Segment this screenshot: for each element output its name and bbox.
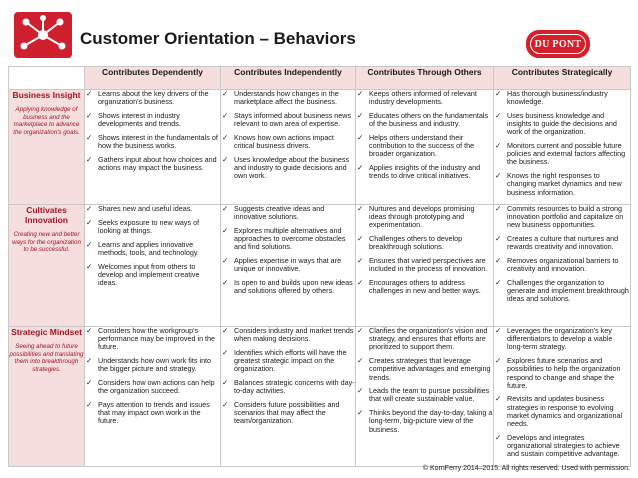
row-header: [9, 90, 85, 205]
copyright-footer: © KornFerry 2014–2015. All rights reserved. Used with permission.: [422, 465, 630, 472]
column-header: Contributes Strategically: [494, 67, 631, 90]
list-item: [356, 409, 493, 434]
checkmark-icon: ✓: [357, 132, 364, 142]
behavior-cell: [85, 327, 221, 467]
behavior-text: Removes organizational barriers to creativity and innovation.: [507, 256, 619, 274]
behavior-text: Clarifies the organization's vision and strategy, and ensures that efforts are prioritized to support them.: [369, 326, 488, 352]
checkmark-icon: ✓: [86, 132, 93, 142]
behavior-cell: [85, 205, 221, 327]
checkmark-icon: ✓: [495, 141, 502, 151]
checkmark-icon: ✓: [357, 89, 364, 98]
row-header: [9, 205, 85, 327]
checkmark-icon: ✓: [222, 132, 229, 142]
behavior-cell: [494, 205, 631, 327]
checkmark-icon: ✓: [86, 204, 93, 213]
column-header: Contributes Dependently: [85, 67, 221, 90]
checkmark-icon: ✓: [222, 277, 229, 287]
list-item: [494, 205, 630, 230]
list-item: [494, 90, 630, 106]
header-row: [9, 67, 631, 90]
checkmark-icon: ✓: [495, 256, 502, 266]
list-item: [85, 241, 220, 257]
behavior-text: Welcomes input from others to develop and implement creative ideas.: [98, 261, 200, 287]
list-item: [85, 379, 220, 395]
checkmark-icon: ✓: [495, 110, 502, 120]
behavior-cell: [221, 205, 356, 327]
list-item: [494, 235, 630, 251]
checkmark-icon: ✓: [495, 89, 502, 98]
checkmark-icon: ✓: [495, 277, 502, 287]
behavior-text: Ensures that varied perspectives are included in the process of innovation.: [369, 256, 488, 274]
behavior-list: [494, 327, 630, 458]
behavior-text: Revisits and updates business strategies in response to evolving market dynamics and organizational needs.: [507, 394, 623, 429]
checkmark-icon: ✓: [222, 110, 229, 120]
competency-title: Cultivates Innovation: [25, 205, 68, 225]
checkmark-icon: ✓: [495, 356, 502, 366]
checkmark-icon: ✓: [222, 378, 229, 388]
competency-title: Strategic Mindset: [11, 327, 82, 337]
behavior-cell: [494, 327, 631, 467]
network-people-icon: [14, 12, 72, 58]
list-item: [221, 349, 355, 374]
list-item: [356, 235, 493, 251]
behavior-text: Applies expertise in ways that are unique or innovative.: [234, 256, 342, 274]
checkmark-icon: ✓: [357, 277, 364, 287]
checkmark-icon: ✓: [86, 378, 93, 388]
list-item: [85, 219, 220, 235]
list-item: [494, 279, 630, 304]
behavior-list: [221, 327, 355, 426]
behavior-text: Seeks exposure to new ways of looking at things.: [98, 217, 200, 235]
checkmark-icon: ✓: [86, 356, 93, 366]
behavior-list: [221, 205, 355, 295]
list-item: [85, 112, 220, 128]
behavior-text: Applies insights of the industry and trends to drive critical initiatives.: [369, 162, 481, 181]
competency-description: Seeing ahead to future possibilities and translating them into breakthrough strategies.: [9, 343, 84, 373]
behavior-list: [356, 327, 493, 434]
list-item: [221, 279, 355, 295]
behavior-text: Commits resources to build a strong innovation portfolio and capitalize on new business opportunities.: [507, 204, 624, 230]
checkmark-icon: ✓: [495, 171, 502, 181]
checkmark-icon: ✓: [357, 326, 364, 335]
behavior-text: Shares new and useful ideas.: [98, 204, 193, 213]
list-item: [85, 205, 220, 213]
checkmark-icon: ✓: [222, 256, 229, 266]
behaviors-table: [8, 66, 631, 467]
behavior-cell: [85, 90, 221, 205]
behavior-text: Considers future possibilities and scenarios that may affect the team/organization.: [234, 399, 340, 426]
behavior-text: Educates others on the fundamentals of the business and industry.: [369, 110, 489, 129]
checkmark-icon: ✓: [357, 408, 364, 418]
behavior-list: [356, 205, 493, 295]
list-item: [85, 401, 220, 426]
behavior-text: Nurtures and develops promising ideas through prototyping and experimentation.: [369, 204, 475, 230]
behavior-text: Gathers input about how choices and actions may impact the business.: [98, 154, 217, 172]
behavior-cell: [221, 90, 356, 205]
behavior-list: [85, 90, 220, 172]
checkmark-icon: ✓: [357, 110, 364, 120]
behavior-text: Thinks beyond the day-to-day, taking a long-term, big-picture view of the business.: [369, 408, 493, 434]
list-item: [221, 379, 355, 395]
checkmark-icon: ✓: [86, 326, 93, 335]
list-item: [494, 357, 630, 390]
behavior-cell: [494, 90, 631, 205]
list-item: [494, 112, 630, 137]
behavior-text: Understands how changes in the marketplace affect the business.: [234, 89, 339, 107]
behavior-cell: [356, 205, 494, 327]
behavior-text: Considers how own actions can help the organization succeed.: [98, 378, 215, 396]
list-item: [356, 357, 493, 382]
behavior-text: Pays attention to trends and issues that may impact own work in the future.: [98, 399, 210, 426]
list-item: [221, 134, 355, 150]
list-item: [494, 327, 630, 352]
checkmark-icon: ✓: [357, 256, 364, 266]
behavior-text: Considers industry and market trends when making decisions.: [234, 326, 354, 344]
behavior-text: Learns about the key drivers of the organization's business.: [98, 89, 209, 107]
list-item: [221, 227, 355, 252]
dupont-logo-text: DU PONT: [530, 34, 586, 54]
checkmark-icon: ✓: [86, 154, 93, 164]
list-item: [221, 205, 355, 221]
checkmark-icon: ✓: [86, 399, 93, 409]
table-row: [9, 327, 631, 467]
checkmark-icon: ✓: [495, 394, 502, 404]
checkmark-icon: ✓: [357, 356, 364, 366]
checkmark-icon: ✓: [222, 399, 229, 409]
behavior-text: Stays informed about business news relevant to own area of expertise.: [234, 110, 352, 129]
list-item: [85, 327, 220, 352]
behavior-text: Balances strategic concerns with day-to-day activities.: [234, 378, 355, 396]
behavior-text: Encourages others to address challenges in new and better ways.: [369, 277, 481, 296]
row-header: [9, 327, 85, 467]
checkmark-icon: ✓: [86, 89, 93, 98]
list-item: [356, 112, 493, 128]
list-item: [85, 357, 220, 373]
list-item: [356, 327, 493, 352]
behavior-text: Has thorough business/industry knowledge.: [507, 89, 608, 107]
behavior-text: Explores multiple alternatives and approaches to overcome obstacles and find solutions.: [234, 225, 346, 252]
checkmark-icon: ✓: [357, 234, 364, 244]
competency-description: Creating new and better ways for the organization to be successful.: [12, 231, 81, 254]
checkmark-icon: ✓: [357, 162, 364, 172]
behavior-list: [356, 90, 493, 180]
list-item: [221, 257, 355, 273]
list-item: [85, 156, 220, 172]
behavior-text: Is open to and builds upon new ideas and solutions offered by others.: [234, 277, 353, 296]
table-row: [9, 90, 631, 205]
behavior-text: Creates a culture that nurtures and rewards creativity and innovation.: [507, 234, 619, 252]
behavior-text: Helps others understand their contribution to the success of the broader organization.: [369, 132, 475, 159]
page-title: Customer Orientation – Behaviors: [80, 29, 356, 48]
behavior-text: Develops and integrates organizational strategies to achieve and sustain competitive advantage.: [507, 432, 620, 459]
list-item: [221, 156, 355, 181]
checkmark-icon: ✓: [222, 89, 229, 98]
behavior-text: Monitors current and possible future policies and external factors affecting the business.: [507, 141, 626, 167]
list-item: [85, 90, 220, 106]
competency-title: Business Insight: [12, 90, 81, 100]
checkmark-icon: ✓: [495, 432, 502, 442]
list-item: [85, 134, 220, 150]
behavior-text: Challenges the organization to generate and implement breakthrough ideas and solutions.: [507, 277, 629, 304]
behavior-text: Shows interest in the fundamentals of how the business works.: [98, 132, 218, 151]
behavior-cell: [221, 327, 356, 467]
behavior-list: [221, 90, 355, 180]
behavior-text: Considers how the workgroup's performance may be improved in the future.: [98, 326, 216, 352]
table-corner: [9, 67, 85, 90]
list-item: [494, 172, 630, 197]
competency-description: Applying knowledge of business and the marketplace to advance the organization's goals.: [13, 106, 80, 136]
behavior-text: Shows interest in industry developments and trends.: [98, 110, 181, 129]
checkmark-icon: ✓: [495, 326, 502, 335]
behavior-cell: [356, 327, 494, 467]
behavior-text: Uses knowledge about the business and industry to guide decisions and own work.: [234, 154, 350, 181]
behavior-text: Uses business knowledge and insights to guide the decisions and work of the organization.: [507, 110, 617, 137]
behavior-text: Knows the right responses to changing market dynamics and new business information.: [507, 171, 622, 197]
behavior-text: Explores future scenarios and possibilities to help the organization respond to change and shape the future.: [507, 356, 621, 390]
behavior-text: Leads the team to pursue possibilities that will create sustainable value.: [369, 386, 490, 404]
slide-header: [0, 0, 638, 62]
list-item: [221, 401, 355, 426]
checkmark-icon: ✓: [495, 234, 502, 244]
checkmark-icon: ✓: [222, 154, 229, 164]
list-item: [85, 263, 220, 288]
list-item: [494, 257, 630, 273]
checkmark-icon: ✓: [86, 239, 93, 249]
checkmark-icon: ✓: [357, 204, 364, 213]
checkmark-icon: ✓: [222, 225, 229, 235]
behavior-text: Leverages the organization's key differentiators to develop a viable long-term strategy.: [507, 326, 613, 352]
checkmark-icon: ✓: [222, 326, 229, 335]
behavior-list: [85, 327, 220, 426]
behavior-text: Learns and applies innovative methods, tools, and technology.: [98, 239, 199, 257]
behavior-list: [494, 205, 630, 304]
behavior-text: Suggests creative ideas and innovative solutions.: [234, 204, 325, 222]
checkmark-icon: ✓: [86, 110, 93, 120]
checkmark-icon: ✓: [86, 217, 93, 227]
behavior-text: Understands how own work fits into the bigger picture and strategy.: [98, 356, 212, 374]
behavior-text: Keeps others informed of relevant industry developments.: [369, 89, 477, 107]
dupont-logo: [526, 30, 590, 58]
checkmark-icon: ✓: [86, 261, 93, 271]
list-item: [221, 90, 355, 106]
table-body: [9, 90, 631, 467]
list-item: [494, 434, 630, 459]
behavior-text: Knows how own actions impact critical business drivers.: [234, 132, 334, 151]
list-item: [494, 395, 630, 428]
list-item: [356, 257, 493, 273]
list-item: [356, 279, 493, 295]
column-header: Contributes Through Others: [356, 67, 494, 90]
list-item: [356, 164, 493, 180]
list-item: [221, 327, 355, 343]
behavior-cell: [356, 90, 494, 205]
list-item: [356, 90, 493, 106]
checkmark-icon: ✓: [222, 347, 229, 357]
checkmark-icon: ✓: [357, 386, 364, 396]
list-item: [221, 112, 355, 128]
behavior-list: [85, 205, 220, 287]
behavior-text: Creates strategies that leverage competitive advantages and emerging trends.: [369, 356, 491, 382]
checkmark-icon: ✓: [495, 204, 502, 213]
column-header: Contributes Independently: [221, 67, 356, 90]
checkmark-icon: ✓: [222, 204, 229, 213]
behavior-list: [494, 90, 630, 197]
list-item: [356, 134, 493, 159]
behavior-text: Challenges others to develop breakthrough solutions.: [369, 234, 463, 252]
behavior-text: Identifies which efforts will have the greatest strategic impact on the organization.: [234, 347, 347, 374]
list-item: [356, 205, 493, 230]
list-item: [494, 142, 630, 167]
table-row: [9, 205, 631, 327]
list-item: [356, 387, 493, 403]
